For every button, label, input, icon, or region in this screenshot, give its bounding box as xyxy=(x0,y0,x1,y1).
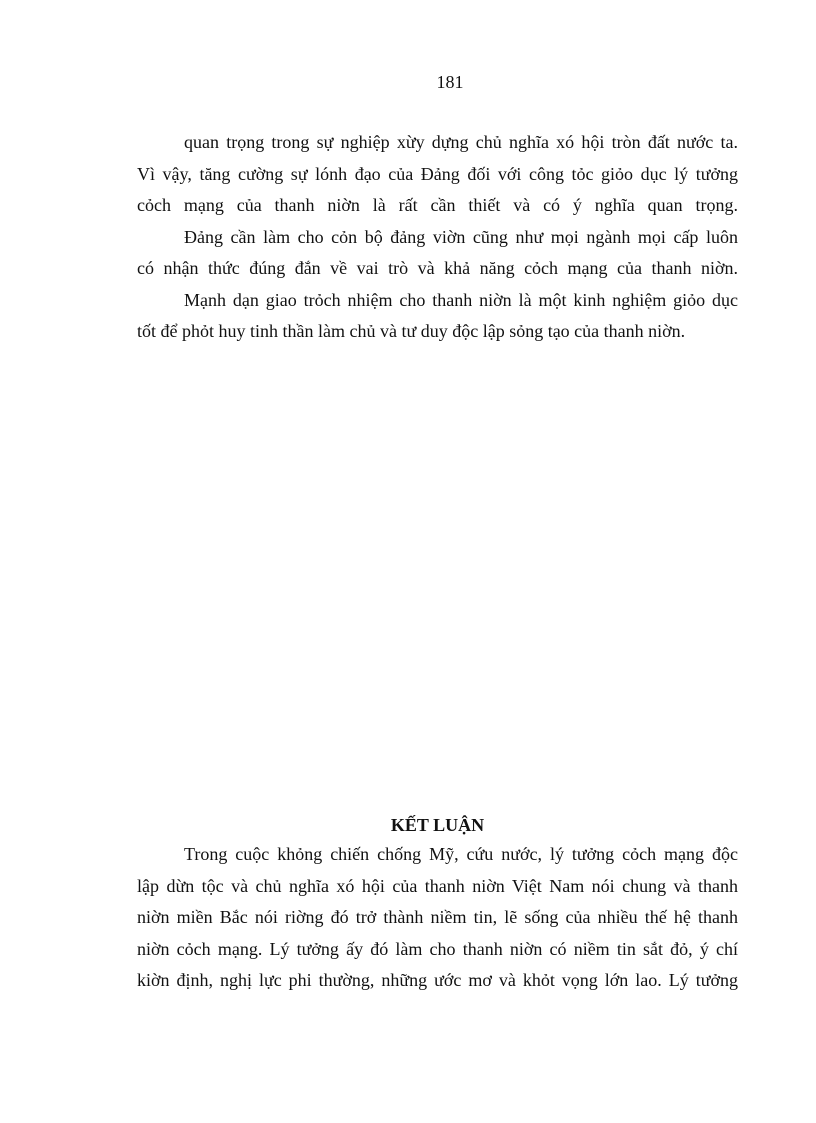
paragraph-line: Đảng cần làm cho cỏn bộ đảng viờn cũng như mọi ngành mọi cấp luôn xyxy=(184,226,738,247)
paragraph-line: kiờn định, nghị lực phi thường, những ước mơ và khỏt vọng lớn lao. Lý tưởng xyxy=(137,970,738,990)
paragraph-line: có nhận thức đúng đắn về vai trò và khả năng cỏch mạng của thanh niờn. xyxy=(137,258,738,278)
body-text-conclusion xyxy=(137,839,738,997)
paragraph-line: cỏch mạng của thanh niờn là rất cần thiết và có ý nghĩa quan trọng. xyxy=(137,195,738,215)
paragraph-line: lập dừn tộc và chủ nghĩa xó hội của thanh niờn Việt Nam nói chung và thanh xyxy=(137,875,738,896)
page-number: 181 xyxy=(436,72,464,92)
section-heading: KẾT LUẬN xyxy=(390,815,485,835)
paragraph-line: Trong cuộc khỏng chiến chống Mỹ, cứu nước, lý tưởng cỏch mạng độc xyxy=(184,844,738,864)
body-text-top xyxy=(137,127,738,348)
paragraph-line: niờn cỏch mạng. Lý tưởng ấy đó làm cho thanh niờn có niềm tin sắt đỏ, ý chí xyxy=(137,938,738,959)
paragraph-line: Vì vậy, tăng cường sự lónh đạo của Đảng đối với công tỏc giỏo dục lý tưởng xyxy=(137,163,738,184)
paragraph-line: tốt để phỏt huy tinh thần làm chủ và tư duy độc lập sỏng tạo của thanh niờn. xyxy=(137,321,686,341)
paragraph-line: Mạnh dạn giao trỏch nhiệm cho thanh niờn là một kinh nghiệm giỏo dục xyxy=(184,289,738,310)
paragraph-line: niờn miền Bắc nói riờng đó trở thành niềm tin, lẽ sống của nhiều thế hệ thanh xyxy=(137,907,738,927)
paragraph-line: quan trọng trong sự nghiệp xừy dựng chủ nghĩa xó hội tròn đất nước ta. xyxy=(184,132,738,152)
